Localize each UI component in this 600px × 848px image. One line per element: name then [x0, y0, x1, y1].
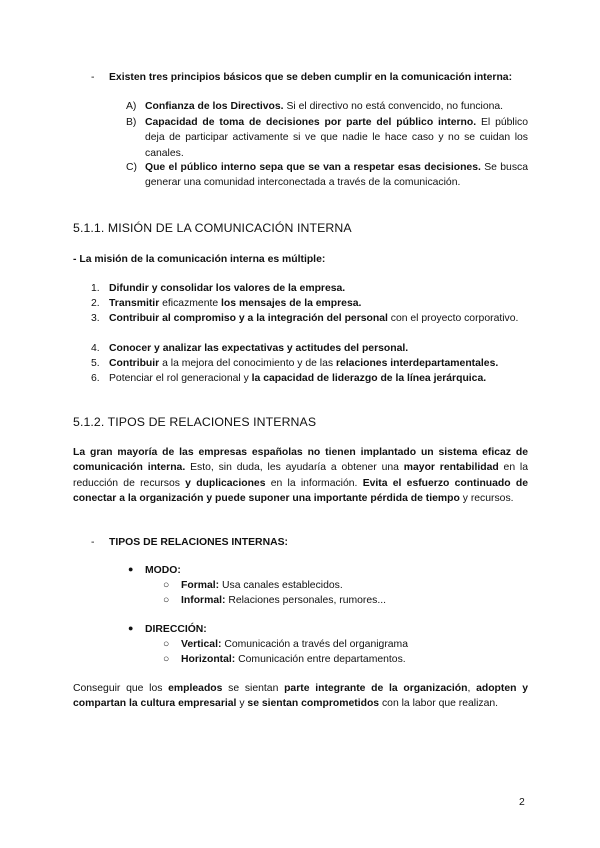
list-letter: C)	[126, 162, 137, 173]
group-item: Informal: Relaciones personales, rumores...	[181, 595, 387, 606]
group-item: Vertical: Comunicación a través del organigrama	[181, 639, 408, 650]
closing-paragraph: Conseguir que los empleados se sientan parte integrante de la organización, adopten y compartan la cultura empresarial y se sientan comprometidos con la labor que realizan.	[73, 683, 528, 710]
principle-item: Que el público interno sepa que se van a respetar esas decisiones. Se busca generar una comunidad interconectada a través de la comunicación.	[145, 162, 528, 189]
circle-bullet-icon: ○	[163, 639, 170, 650]
dash-marker: -	[91, 537, 95, 548]
list-number: 6.	[91, 373, 100, 384]
group-title: DIRECCIÓN:	[145, 624, 207, 635]
group-title: MODO:	[145, 565, 181, 576]
principle-item: Confianza de los Directivos. Si el directivo no está convencido, no funciona.	[145, 101, 504, 112]
group-item: Formal: Usa canales establecidos.	[181, 580, 343, 591]
list-number: 1.	[91, 283, 100, 294]
list-number: 3.	[91, 313, 100, 324]
list-letter: B)	[126, 117, 137, 128]
group-item: Horizontal: Comunicación entre departamentos.	[181, 654, 406, 665]
section-heading-mision: 5.1.1. MISIÓN DE LA COMUNICACIÓN INTERNA	[73, 221, 352, 235]
bullet-icon: ●	[128, 564, 134, 574]
circle-bullet-icon: ○	[163, 580, 170, 591]
list-number: 5.	[91, 358, 100, 369]
mision-item: Conocer y analizar las expectativas y actitudes del personal.	[109, 343, 409, 354]
list-number: 4.	[91, 343, 100, 354]
bullet-icon: ●	[128, 623, 134, 633]
principles-intro: Existen tres principios básicos que se deben cumplir en la comunicación interna:	[109, 72, 513, 83]
page-number: 2	[519, 797, 525, 808]
circle-bullet-icon: ○	[163, 654, 170, 665]
mision-lead: - La misión de la comunicación interna es múltiple:	[73, 254, 326, 265]
section-heading-tipos: 5.1.2. TIPOS DE RELACIONES INTERNAS	[73, 415, 317, 429]
mision-item: Potenciar el rol generacional y la capacidad de liderazgo de la línea jerárquica.	[109, 373, 487, 384]
mision-item: Contribuir al compromiso y a la integración del personal con el proyecto corporativo.	[109, 313, 519, 324]
dash-marker: -	[91, 72, 95, 83]
mision-item: Difundir y consolidar los valores de la empresa.	[109, 283, 346, 294]
tipos-list-title: TIPOS DE RELACIONES INTERNAS:	[109, 537, 288, 548]
principle-item: Capacidad de toma de decisiones por parte del público interno. El público deja de participar activamente si ve que nadie le hace caso y no se cuidan los canales.	[145, 117, 528, 159]
mision-item: Transmitir eficazmente los mensajes de la empresa.	[109, 298, 362, 309]
list-number: 2.	[91, 298, 100, 309]
circle-bullet-icon: ○	[163, 595, 170, 606]
mision-item: Contribuir a la mejora del conocimiento y de las relaciones interdepartamentales.	[109, 358, 499, 369]
list-letter: A)	[126, 101, 137, 112]
tipos-paragraph: La gran mayoría de las empresas españolas no tienen implantado un sistema eficaz de comunicación interna. Esto, sin duda, les ayudaría a obtener una mayor rentabilidad en la reducción de recursos y duplicaciones en la información. Evita el esfuerzo continuado de conectar a la organización y puede suponer una importante pérdida de tiempo y recursos.	[73, 447, 529, 504]
